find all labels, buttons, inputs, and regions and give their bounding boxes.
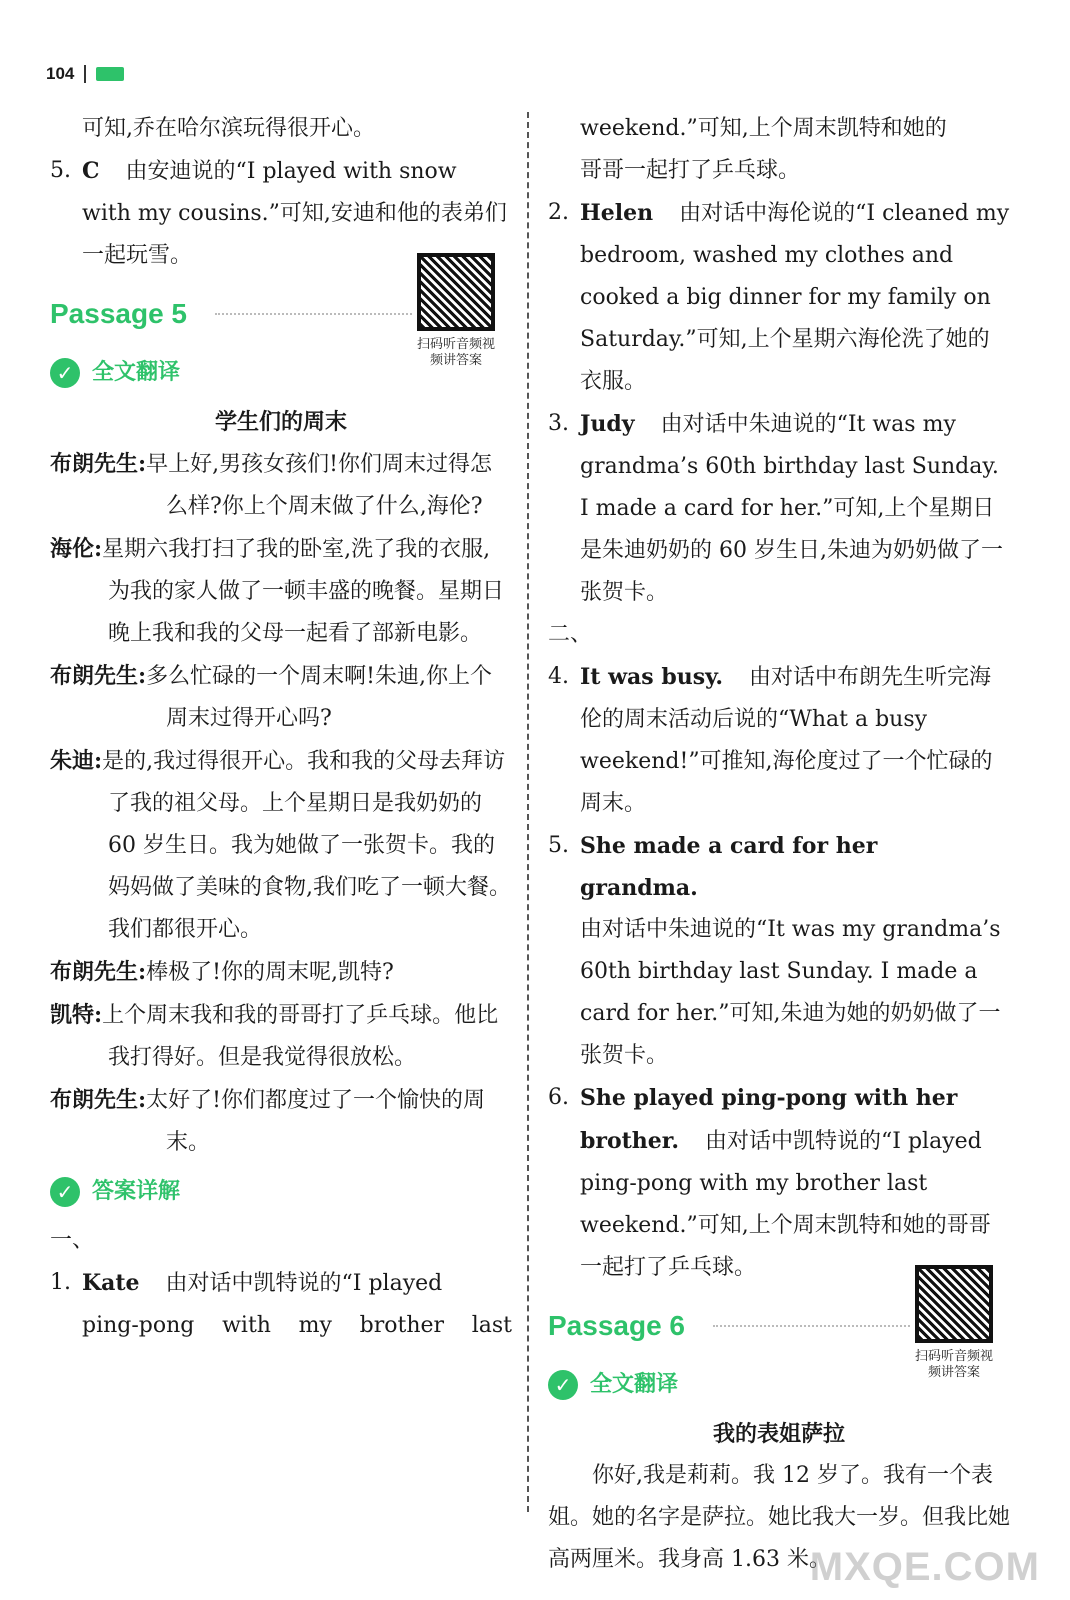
passage-title: Passage 6 (548, 1310, 685, 1341)
dialogue-line (50, 655, 512, 740)
section-title: 全文翻译 (92, 360, 181, 385)
item-explanation (580, 403, 1010, 614)
item-answer: It was busy. (580, 664, 724, 690)
item-text: 由对话中凯特说的“I played (165, 1271, 443, 1296)
answer-item-6 (548, 1077, 1010, 1289)
page-header (46, 62, 124, 86)
item-answer: She played ping-pong with her brother. (580, 1085, 958, 1154)
dialogue-line (50, 951, 512, 994)
answer-item-1 (50, 1262, 512, 1347)
qr-caption: 扫码听音频视频讲答案 (914, 1349, 993, 1380)
left-column (50, 108, 512, 1347)
item-number: 3. (548, 411, 569, 436)
speaker: 朱迪: (50, 748, 103, 774)
dialogue-text: 上个周末我和我的哥哥打了乒乓球。他比我打得好。但是我觉得很放松。 (102, 1003, 499, 1070)
item-number: 4. (548, 664, 569, 689)
check-icon: ✓ (548, 1370, 578, 1400)
dialogue-line (50, 1079, 512, 1164)
item-number: 6. (548, 1085, 569, 1110)
watermark: MXQE.COM (809, 1545, 1040, 1589)
section-title: 全文翻译 (590, 1372, 679, 1397)
answer-item-5 (548, 825, 1010, 1077)
speaker: 凯特: (50, 1002, 103, 1028)
dialogue-text: 棒极了!你的周末呢,凯特? (146, 960, 394, 985)
passage-6-heading (548, 1295, 1010, 1380)
speaker: 布朗先生: (50, 959, 147, 985)
item-number: 5. (548, 833, 569, 858)
item-explanation (580, 1077, 1010, 1289)
right-column (548, 108, 1010, 1581)
item-number: 5. (50, 158, 71, 183)
item-explanation (82, 1262, 512, 1347)
item-explanation (580, 656, 1010, 825)
page-number: 104 (46, 64, 75, 83)
item-text: 由对话中凯特说的“I played ping-pong with my brother last weekend.”可知,上个周末凯特和她的哥哥一起打了乒乓球。 (580, 1129, 991, 1280)
answer-item-3 (548, 403, 1010, 614)
item-answer: She made a card for her grandma. (580, 833, 878, 901)
dialogue-text: 太好了!你们都度过了一个愉快的周末。 (146, 1088, 485, 1155)
speaker: 布朗先生: (50, 1087, 147, 1113)
item-text: 由安迪说的“I played with snow with my cousins.”可知,安迪和他的表弟们一起玩雪。 (82, 159, 507, 268)
answer-item-2 (548, 192, 1010, 403)
qr-caption: 扫码听音频视频讲答案 (416, 337, 495, 368)
item-answer: Helen (580, 200, 654, 226)
section-title: 答案详解 (92, 1179, 181, 1204)
item-explanation (580, 825, 1010, 1077)
dialogue-line (50, 528, 512, 655)
qr-code-icon[interactable] (915, 1265, 993, 1343)
speaker: 布朗先生: (50, 451, 147, 477)
continued-line: 可知,乔在哈尔滨玩得很开心。 (82, 116, 375, 141)
item-answer: Judy (580, 411, 635, 437)
header-badge (96, 67, 124, 81)
speaker: 海伦: (50, 536, 103, 562)
dialogue-text: 多么忙碌的一个周末啊!朱迪,你上个周末过得开心吗? (146, 664, 492, 731)
qr-block (414, 253, 498, 369)
story-title: 学生们的周末 (214, 409, 347, 435)
dialogue-text: 是的,我过得很开心。我和我的父母去拜访了我的祖父母。上个星期日是我奶奶的 60 岁生日。我为她做了一张贺卡。我的妈妈做了美味的食物,我们吃了一顿大餐。我们都很开心。 (102, 749, 511, 942)
dialogue-text: 早上好,男孩女孩们!你们周末过得怎么样?你上个周末做了什么,海伦? (146, 452, 492, 519)
speaker: 布朗先生: (50, 663, 147, 689)
item-text: 由对话中布朗先生听完海伦的周末活动后说的“What a busy weekend!”可推知,海伦度过了一个忙碌的周末。 (580, 665, 993, 816)
continued-line: weekend.”可知,上个周末凯特和她的 (580, 116, 947, 141)
dotted-rule (713, 1325, 910, 1327)
check-icon: ✓ (50, 358, 80, 388)
item-number: 1. (50, 1270, 71, 1295)
item-text: 由对话中朱迪说的“It was my grandma’s 60th birthday last Sunday. I made a card for her.”可知,上个星期日是朱迪奶奶的 60 岁生日,朱迪为奶奶做了一张贺卡。 (580, 412, 1003, 605)
dialogue-line (50, 740, 512, 951)
column-divider (527, 112, 529, 1512)
item-answer: Kate (82, 1270, 140, 1296)
dotted-rule (215, 313, 412, 315)
story-title: 我的表姐萨拉 (712, 1421, 845, 1447)
answers-heading (50, 1164, 512, 1220)
passage-5-heading (50, 283, 512, 368)
dialogue-text: 星期六我打扫了我的卧室,洗了我的衣服,为我的家人做了一顿丰盛的晚餐。星期日晚上我和我的父母一起看了部新电影。 (102, 537, 505, 646)
story-paragraph: 你好,我是莉莉。我 12 岁了。我有一个表姐。她的名字是萨拉。她比我大一岁。但我比她高两厘米。我身高 1.63 米。 (548, 1463, 1011, 1572)
passage-title: Passage 5 (50, 298, 187, 329)
qr-block (912, 1265, 996, 1381)
item-number: 2. (548, 200, 569, 225)
header-divider (84, 65, 86, 83)
item-text: 由对话中朱迪说的“It was my grandma’s 60th birthday last Sunday. I made a card for her.”可知,朱迪为她的奶奶做了一张贺卡。 (580, 917, 1001, 1068)
check-icon: ✓ (50, 1177, 80, 1207)
item-answer: C (82, 158, 100, 184)
part-label: 二、 (548, 622, 593, 647)
item-text: 由对话中海伦说的“I cleaned my bedroom, washed my clothes and cooked a big dinner for my family on Saturday.”可知,上个星期六海伦洗了她的衣服。 (580, 201, 1010, 394)
dialogue-line (50, 443, 512, 528)
qr-code-icon[interactable] (417, 253, 495, 331)
dialogue-line (50, 994, 512, 1079)
item-text-cont: ping-pong with my brother last (82, 1313, 512, 1338)
item-explanation (580, 192, 1010, 403)
answer-item-4 (548, 656, 1010, 825)
continued-line: 哥哥一起打了乒乓球。 (580, 158, 801, 183)
part-label: 一、 (50, 1228, 95, 1253)
